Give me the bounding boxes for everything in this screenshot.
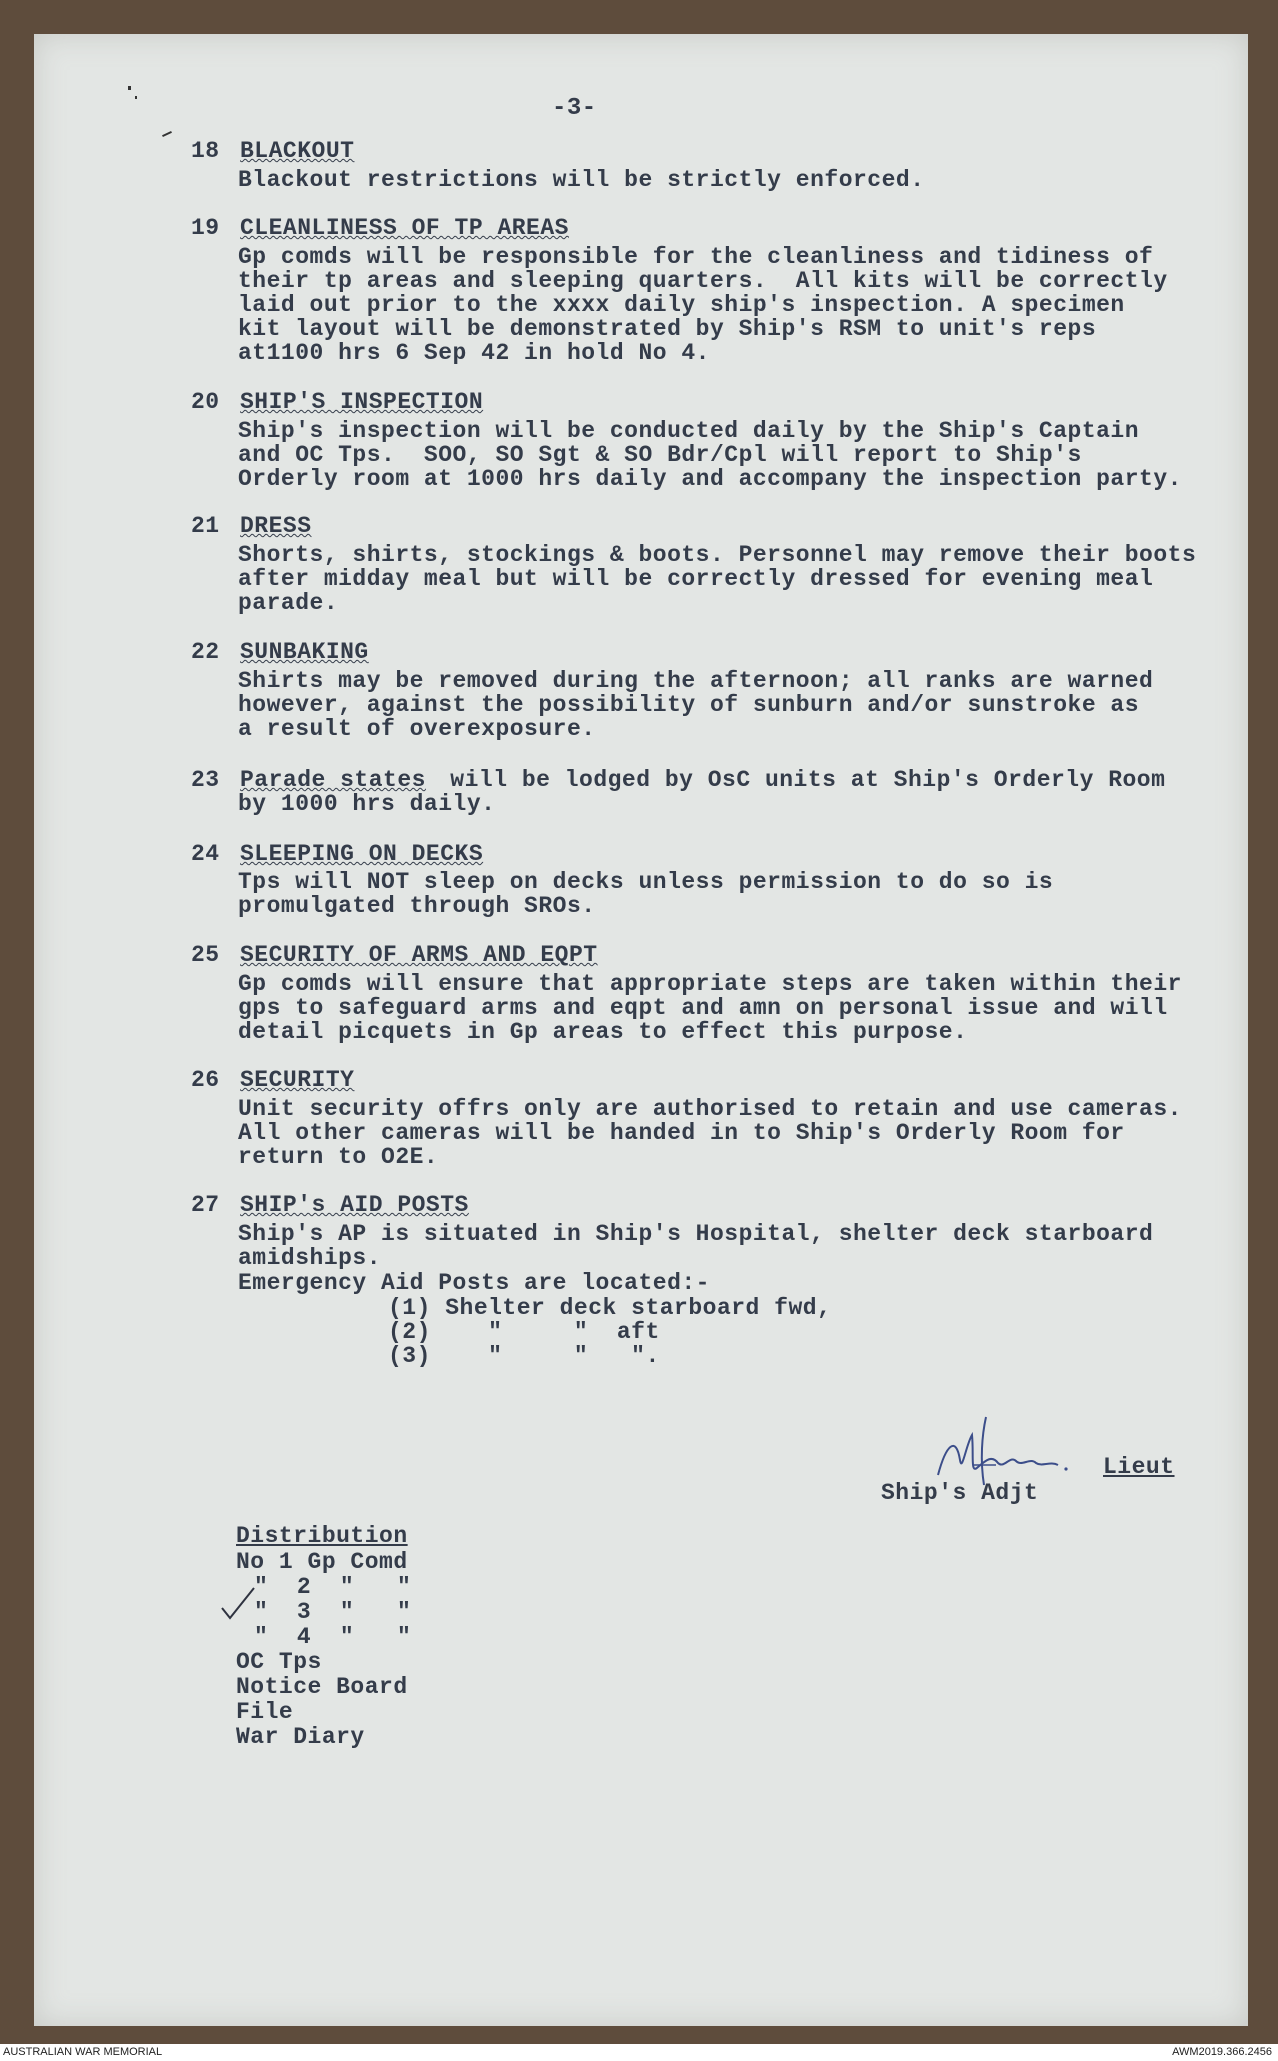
section-line: Gp comds will ensure that appropriate steps are taken within their (238, 971, 1182, 997)
section-number: 19 (191, 215, 220, 241)
signatory-rank: Lieut (1103, 1454, 1175, 1480)
distribution-heading: Distribution (236, 1523, 408, 1549)
section-line: and OC Tps. SOO, SO Sgt & SO Bdr/Cpl will report to Ship's (238, 442, 1082, 468)
section-line: return to O2E. (238, 1144, 439, 1170)
section-number: 18 (191, 138, 220, 164)
section-heading: DRESS (240, 513, 312, 539)
distribution-item: " 2 " " (254, 1574, 412, 1600)
section-line: Unit security offrs only are authorised to retain and use cameras. (238, 1096, 1182, 1122)
section-heading: SHIP'S INSPECTION (240, 389, 484, 415)
section-heading: SHIP's AID POSTS (240, 1192, 469, 1218)
page-number: -3- (552, 95, 597, 122)
section-heading: SLEEPING ON DECKS (240, 841, 484, 867)
distribution-item: " 3 " " (254, 1599, 412, 1625)
signatory-title: Ship's Adjt (881, 1480, 1039, 1506)
distribution-item: File (236, 1699, 294, 1725)
distribution-item: " 4 " " (254, 1624, 412, 1650)
section-line: however, against the possibility of sunburn and/or sunstroke as (238, 692, 1140, 718)
aid-post-line: (3) " " ". (388, 1343, 660, 1369)
section-line: All other cameras will be handed in to Ship's Orderly Room for (238, 1120, 1125, 1146)
aid-post-line: (1) Shelter deck starboard fwd, (388, 1295, 832, 1321)
section-line: at1100 hrs 6 Sep 42 in hold No 4. (238, 340, 710, 366)
section-number: 24 (191, 841, 220, 867)
section-number: 21 (191, 513, 220, 539)
section-heading: Parade states (240, 767, 426, 793)
section-line: their tp areas and sleeping quarters. All kits will be correctly (238, 268, 1168, 294)
section-number: 27 (191, 1192, 220, 1218)
section-line: promulgated through SROs. (238, 893, 596, 919)
section-heading: CLEANLINESS OF TP AREAS (240, 215, 569, 241)
section-inline-text: will be lodged by OsC units at Ship's Orderly Room (436, 767, 1166, 793)
footer-institution: AUSTRALIAN WAR MEMORIAL (3, 2046, 163, 2058)
section-line: a result of overexposure. (238, 716, 596, 742)
section-heading: SUNBAKING (240, 639, 369, 665)
section-line: Emergency Aid Posts are located:- (238, 1270, 710, 1296)
section-line: amidships. (238, 1245, 382, 1271)
section-number: 25 (191, 942, 220, 968)
distribution-item: OC Tps (236, 1649, 322, 1675)
section-line: Orderly room at 1000 hrs daily and accompany the inspection party. (238, 466, 1182, 492)
section-line: Ship's inspection will be conducted daily by the Ship's Captain (238, 418, 1140, 444)
section-number: 22 (191, 639, 220, 665)
section-number: 23 (191, 767, 220, 793)
margin-speck (135, 96, 137, 99)
section-heading: SECURITY OF ARMS AND EQPT (240, 942, 598, 968)
section-number: 20 (191, 389, 220, 415)
distribution-item: No 1 Gp Comd (236, 1549, 408, 1575)
footer-reference: AWM2019.366.2456 (1172, 2046, 1272, 2058)
tick-mark-icon (218, 1584, 258, 1624)
section-line: Gp comds will be responsible for the cleanliness and tidiness of (238, 244, 1154, 270)
section-line: detail picquets in Gp areas to effect this purpose. (238, 1019, 968, 1045)
section-line: Shorts, shirts, stockings & boots. Personnel may remove their boots (238, 542, 1197, 568)
distribution-item: Notice Board (236, 1674, 408, 1700)
section-line: Shirts may be removed during the afternoon; all ranks are warned (238, 668, 1154, 694)
section-line: kit layout will be demonstrated by Ship's RSM to unit's reps (238, 316, 1097, 342)
section-line: parade. (238, 590, 339, 616)
section-number: 26 (191, 1067, 220, 1093)
aid-post-line: (2) " " aft (388, 1319, 660, 1345)
section-line: gps to safeguard arms and eqpt and amn on personal issue and will (238, 995, 1168, 1021)
section-heading: SECURITY (240, 1067, 355, 1093)
margin-speck (128, 86, 131, 90)
archive-footer (0, 2044, 1278, 2061)
section-line: Tps will NOT sleep on decks unless permission to do so is (238, 869, 1054, 895)
section-line: by 1000 hrs daily. (238, 791, 496, 817)
section-line: Blackout restrictions will be strictly enforced. (238, 167, 925, 193)
section-line: Ship's AP is situated in Ship's Hospital, shelter deck starboard (238, 1221, 1154, 1247)
section-line: after midday meal but will be correctly dressed for evening meal (238, 566, 1154, 592)
section-heading: BLACKOUT (240, 138, 355, 164)
distribution-item: War Diary (236, 1724, 365, 1750)
section-line: laid out prior to the xxxx daily ship's inspection. A specimen (238, 292, 1125, 318)
